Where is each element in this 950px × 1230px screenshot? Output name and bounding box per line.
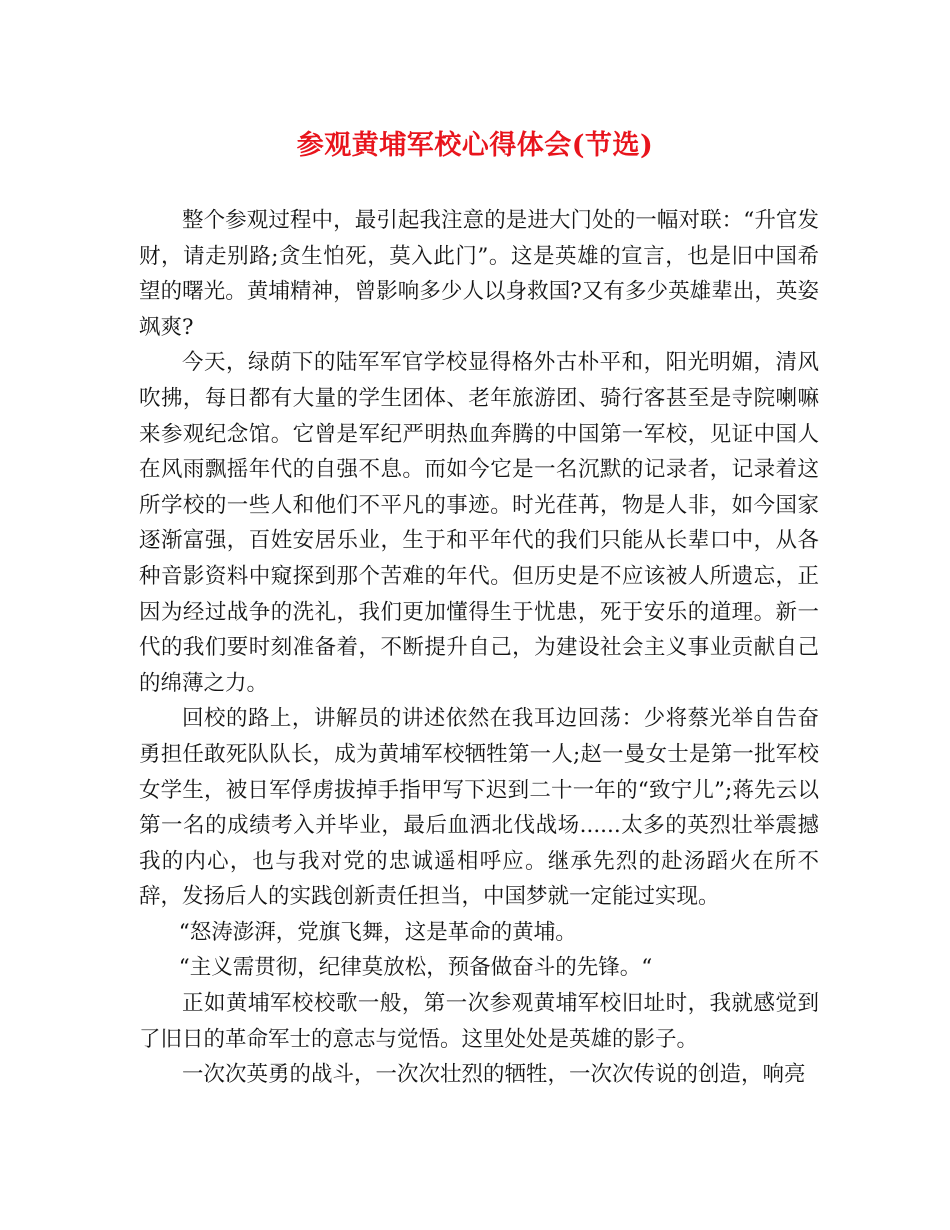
document-title: 参观黄埔军校心得体会(节选) (296, 130, 654, 161)
song-lyric-line: “怒涛澎湃，党旗飞舞，这是革命的黄埔。 (178, 919, 577, 945)
paragraph: 今天，绿荫下的陆军军官学校显得格外古朴平和，阳光明媚，清风吹拂，每日都有大量的学生团体、老年旅游团、骑行客甚至是寺院喇嘛来参观纪念馆。它曾是军纪严明热血奔腾的中国第一军校，见证中国人在风雨飘摇年代的自强不息。而如今它是一名沉默的记录者，记录着这所学校的一些人和他们不平凡的事迹。时光荏苒，物是人非，如今国家逐渐富强，百姓安居乐业，生于和平年代的我们只能从长辈口中，从各种音影资料中窥探到那个苦难的年代。但历史是不应该被人所遗忘，正因为经过战争的洗礼，我们更加懂得生于忧患，死于安乐的道理。新一代的我们要时刻准备着，不断提升自己，为建设社会主义事业贡献自己的绵薄之力。 (139, 350, 819, 696)
paragraph: 回校的路上，讲解员的讲述依然在我耳边回荡：少将蔡光举自告奋勇担任敢死队队长，成为黄埔军校牺牲第一人;赵一曼女士是第一批军校女学生，被日军俘虏拔掉手指甲写下迟到二十一年的“致宁儿”;蒋先云以第一名的成绩考入并毕业，最后血洒北伐战场......太多的英烈壮举震撼我的内心，也与我对党的忠诚遥相呼应。继承先烈的赴汤蹈火在所不辞，发扬后人的实践创新责任担当，中国梦就一定能过实现。 (139, 706, 819, 910)
document-body (139, 203, 819, 1093)
paragraph: 一次次英勇的战斗，一次次壮烈的牺牲，一次次传说的创造，响亮 (182, 1062, 806, 1088)
paragraph: 正如黄埔军校校歌一般，第一次参观黄埔军校旧址时，我就感觉到了旧日的革命军士的意志与觉悟。这里处处是英雄的影子。 (139, 991, 819, 1052)
paragraph: 整个参观过程中，最引起我注意的是进大门处的一幅对联：“升官发财，请走别路;贪生怕死，莫入此门”。这是英雄的宣言，也是旧中国希望的曙光。黄埔精神，曾影响多少人以身救国?又有多少英雄辈出，英姿飒爽? (139, 208, 819, 340)
song-lyric-line: “主义需贯彻，纪律莫放松，预备做奋斗的先锋。“ (178, 955, 653, 981)
